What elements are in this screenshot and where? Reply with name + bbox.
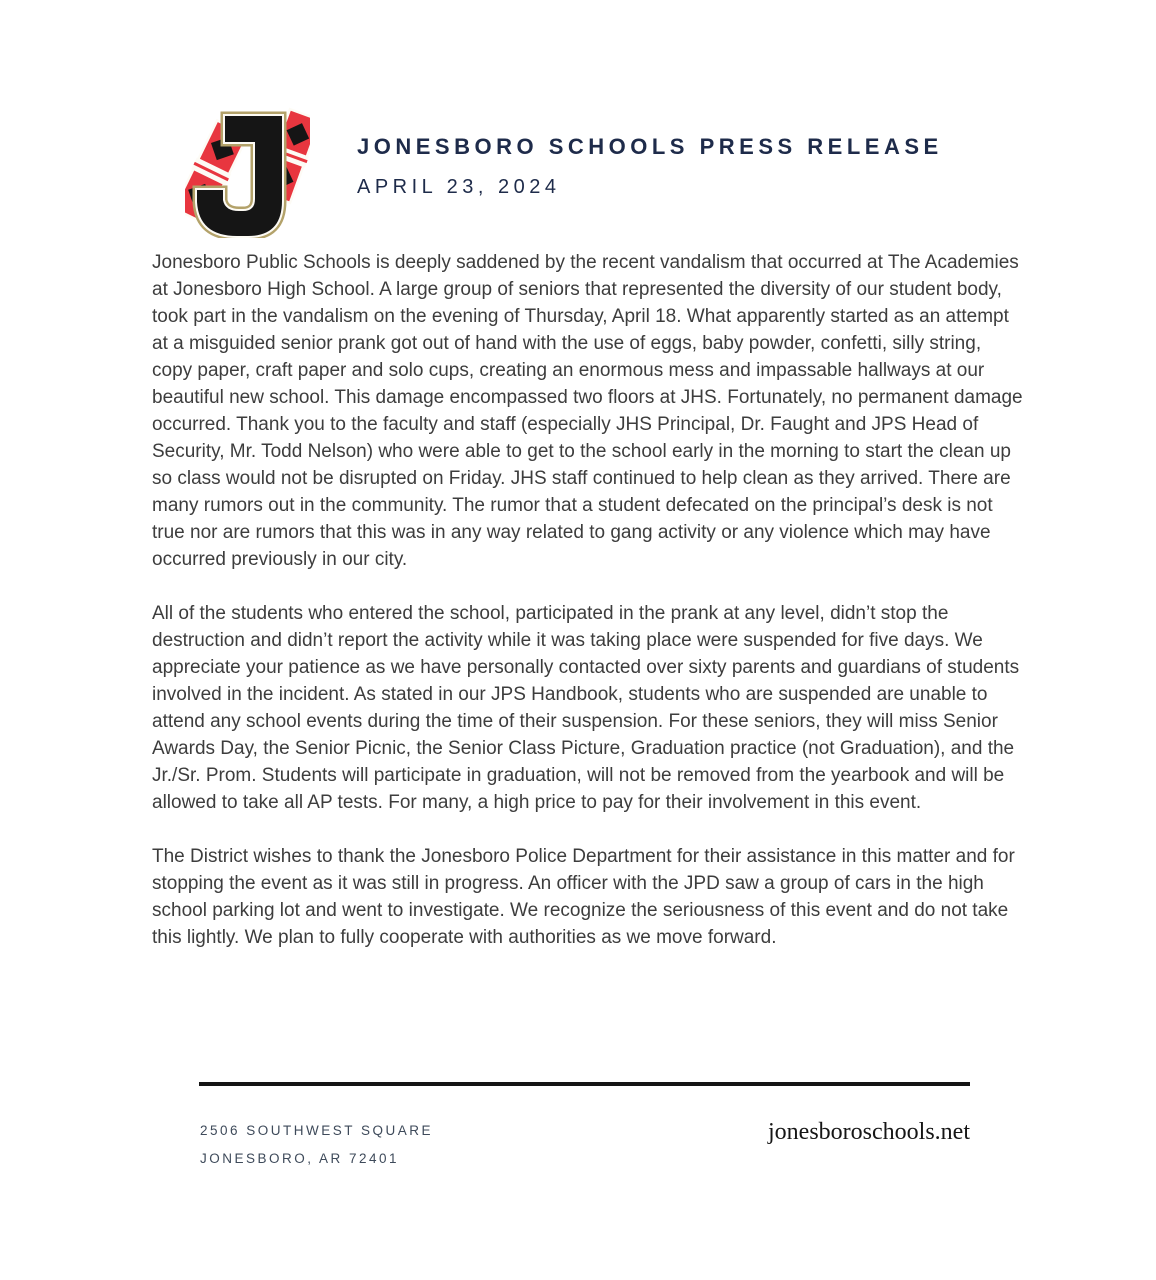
footer-divider (199, 1082, 970, 1086)
release-date: APRIL 23, 2024 (357, 176, 561, 198)
page-title: JONESBORO SCHOOLS PRESS RELEASE (357, 134, 943, 159)
address-line-2: JONESBORO, AR 72401 (200, 1151, 400, 1166)
press-release-paragraph-2: All of the students who entered the school, participated in the prank at any level, didn’t stop the destruction and didn’t report the activity while it was taking place were suspended for five days. We appreciate your patience as we have personally contacted over sixty parents and guardians of students involved in the incident. As stated in our JPS Handbook, students who are suspended are unable to attend any school events during the time of their suspension. For these seniors, they will miss Senior Awards Day, the Senior Picnic, the Senior Class Picture, Graduation practice (not Graduation), and the Jr./Sr. Prom. Students will participate in graduation, will not be removed from the yearbook and will be allowed to take all AP tests. For many, a high price to pay for their involvement in this event. (152, 603, 1020, 813)
jonesboro-j-letter-logo (185, 106, 310, 238)
press-release-paragraph-3: The District wishes to thank the Jonesboro Police Department for their assistance in this matter and for stopping the event as it was still in progress. An officer with the JPD saw a group of cars in the high school parking lot and went to investigate. We recognize the seriousness of this event and do not take this lightly. We plan to fully cooperate with authorities as we move forward. (152, 846, 1015, 948)
press-release-paragraph-1: Jonesboro Public Schools is deeply saddened by the recent vandalism that occurred at The Academies at Jonesboro High School. A large group of seniors that represented the diversity of our student body, took part in the vandalism on the evening of Thursday, April 18. What apparently started as an attempt at a misguided senior prank got out of hand with the use of eggs, baby powder, confetti, silly string, copy paper, craft paper and solo cups, creating an enormous mess and impassable hallways at our beautiful new school. This damage encompassed two floors at JHS. Fortunately, no permanent damage occurred. Thank you to the faculty and staff (especially JHS Principal, Dr. Faught and JPS Head of Security, Mr. Todd Nelson) who were able to get to the school early in the morning to start the clean up so class would not be disrupted on Friday. JHS staff continued to help clean as they arrived. There are many rumors out in the community. The rumor that a student defecated on the principal’s desk is not true nor are rumors that this was in any way related to gang activity or any violence which may have occurred previously in our city. (152, 252, 1023, 570)
j-logo-icon (185, 106, 310, 238)
address-line-1: 2506 SOUTHWEST SQUARE (200, 1123, 434, 1138)
press-release-body (152, 249, 1024, 978)
footer-address (200, 1117, 433, 1173)
footer-website: jonesboroschools.net (768, 1119, 970, 1145)
